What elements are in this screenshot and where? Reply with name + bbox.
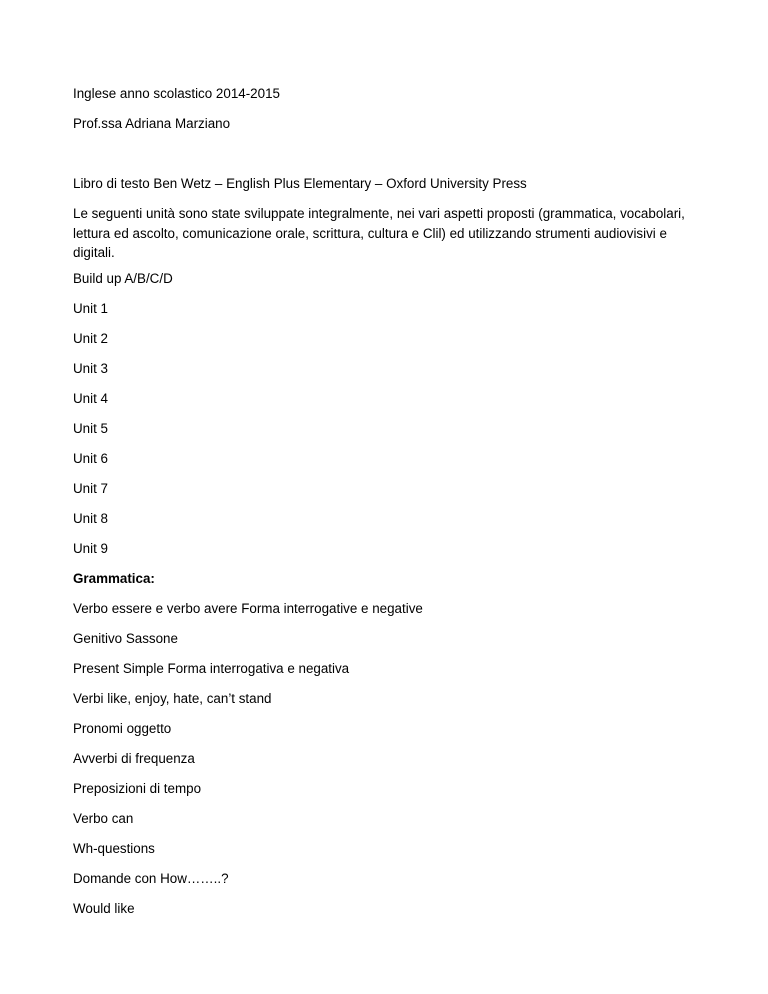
unit-item: Unit 6	[73, 451, 108, 466]
unit-item: Build up A/B/C/D	[73, 271, 173, 286]
grammar-item: Verbo essere e verbo avere Forma interrogative e negative	[73, 601, 423, 616]
teacher-name: Prof.ssa Adriana Marziano	[73, 116, 231, 131]
unit-item: Unit 1	[73, 301, 108, 316]
textbook-reference: Libro di testo Ben Wetz – English Plus Elementary – Oxford University Press	[73, 176, 527, 191]
grammar-item: Avverbi di frequenza	[73, 751, 195, 766]
document-title: Inglese anno scolastico 2014-2015	[73, 86, 280, 101]
grammar-item: Wh-questions	[73, 841, 155, 856]
grammar-item: Present Simple Forma interrogativa e negativa	[73, 661, 350, 676]
unit-item: Unit 2	[73, 331, 108, 346]
grammar-item: Pronomi oggetto	[73, 721, 172, 736]
grammar-item: Would like	[73, 901, 135, 916]
unit-item: Unit 8	[73, 511, 108, 526]
unit-item: Unit 9	[73, 541, 108, 556]
intro-paragraph: Le seguenti unità sono state sviluppate integralmente, nei vari aspetti proposti (grammatica, vocabolari, lettura ed ascolto, comunicazione orale, scrittura, cultura e Clil) ed utilizzando strumenti audiovisivi e digitali.	[73, 206, 685, 260]
unit-item: Unit 3	[73, 361, 108, 376]
grammar-item: Verbo can	[73, 811, 134, 826]
grammar-item: Verbi like, enjoy, hate, can’t stand	[73, 691, 272, 706]
unit-item: Unit 4	[73, 391, 108, 406]
grammar-item: Domande con How……..?	[73, 871, 229, 886]
grammar-item: Genitivo Sassone	[73, 631, 178, 646]
grammar-item: Preposizioni di tempo	[73, 781, 202, 796]
grammar-heading: Grammatica:	[73, 571, 155, 586]
unit-item: Unit 5	[73, 421, 108, 436]
unit-item: Unit 7	[73, 481, 108, 496]
